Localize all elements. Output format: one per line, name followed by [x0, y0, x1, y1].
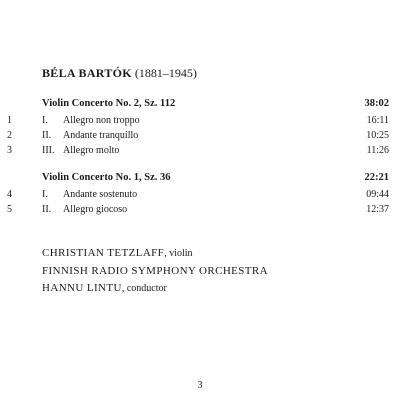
performer-role: , conductor	[121, 283, 167, 294]
performers-credits	[42, 245, 268, 298]
performer-line	[42, 280, 268, 298]
composer-heading	[42, 66, 197, 81]
movement-title: Andante sostenuto	[63, 189, 138, 200]
movement-title: Andante tranquillo	[63, 130, 139, 141]
composer-dates: (1881–1945)	[134, 66, 197, 80]
track-duration: 12:37	[366, 204, 389, 215]
track-duration: 11:26	[366, 145, 389, 156]
track-number: 5	[7, 204, 12, 215]
track-duration: 09:44	[366, 189, 389, 200]
performer-line	[42, 245, 268, 263]
movement-numeral: I.	[42, 189, 48, 200]
track-duration: 10:25	[366, 130, 389, 141]
page-number: 3	[197, 380, 203, 391]
performer-role: , violin	[164, 248, 193, 259]
track-row	[0, 189, 400, 203]
movement-numeral: III.	[42, 145, 55, 156]
track-duration: 16:11	[366, 115, 389, 126]
movement-title: Allegro giocoso	[63, 204, 128, 215]
track-row	[0, 130, 400, 144]
track-row	[0, 145, 400, 159]
work-header	[42, 98, 389, 112]
work-total-duration: 38:02	[364, 98, 389, 109]
movement-numeral: II.	[42, 204, 52, 215]
work-header	[42, 172, 389, 186]
movement-title: Allegro molto	[63, 145, 120, 156]
performer-name: CHRISTIAN TETZLAFF	[42, 247, 165, 259]
track-number: 3	[7, 145, 12, 156]
track-row	[0, 204, 400, 218]
composer-name: BÉLA BARTÓK	[42, 66, 132, 80]
performer-line	[42, 263, 268, 281]
performer-name: HANNU LINTU	[42, 282, 122, 294]
work-title: Violin Concerto No. 2, Sz. 112	[42, 98, 176, 109]
work-title: Violin Concerto No. 1, Sz. 36	[42, 172, 171, 183]
movement-numeral: I.	[42, 115, 48, 126]
performer-name: FINNISH RADIO SYMPHONY ORCHESTRA	[42, 264, 268, 277]
movement-title: Allegro non troppo	[63, 115, 140, 126]
movement-numeral: II.	[42, 130, 52, 141]
track-row	[0, 115, 400, 129]
work-total-duration: 22:21	[364, 172, 389, 183]
track-number: 4	[7, 189, 12, 200]
track-number: 1	[7, 115, 12, 126]
track-number: 2	[7, 130, 12, 141]
